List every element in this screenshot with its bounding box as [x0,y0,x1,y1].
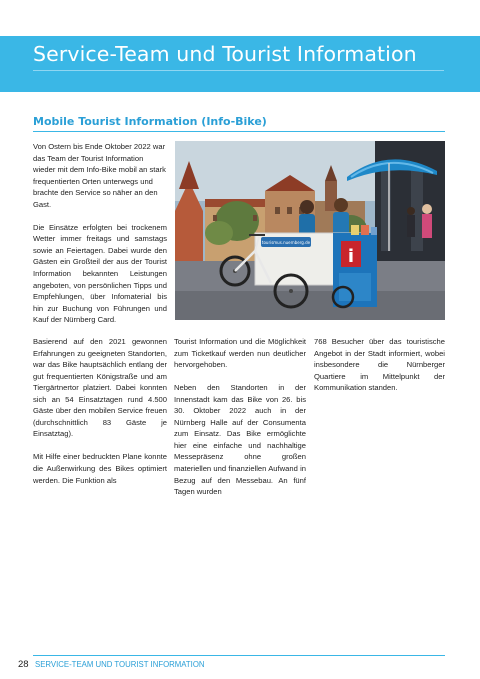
text-column-4 [314,336,445,405]
section-divider [33,131,445,132]
info-bike-photo [175,141,445,320]
footer-section-label: SERVICE-TEAM UND TOURIST INFORMATION [35,660,205,669]
paragraph: Basierend auf den 2021 gewonnen Erfahrungen zu geeigneten Standorten, war das Bike hauptsächlich entlang der gut frequentierten Königstraße und am Tiergärtnertor platziert. Dabei konnten sich an 54 Einsatztagen rund 4.500 Gäste über den mobilen Service freuen (durchschnittlich 83 Gäste je Einsatztag). [33,337,167,439]
paragraph: Tourist Information und die Möglichkeit zum Ticketkauf werden nun deutlicher hervorgehoben. [174,337,306,370]
photo-illustration [175,141,445,320]
paragraph: Von Ostern bis Ende Oktober 2022 war das Team der Tourist Information wieder mit dem Info-Bike mobil an stark frequentierten Orten unterwegs und brachte den Service so näher an den Gast. [33,142,166,209]
footer-divider [33,655,445,656]
page-title: Service-Team und Tourist Information [33,42,417,66]
title-banner [0,36,480,92]
paragraph: Die Einsätze erfolgten bei trockenem Wetter immer freitags und samstags sowie an Feiertagen. Dabei wurde den Gästen ein Großteil der aus der Tourist Information bekannten Leistungen angeboten, von persönlichen Tipps und Empfehlungen, über Infomaterial bis hin zur Buchung von Führungen und Kauf der Nürnberg Card. [33,222,167,325]
text-column-2 [33,336,167,498]
paragraph: Mit Hilfe einer bedruckten Plane konnte die Außenwirkung des Bikes optimiert werden. Die Funktion als [33,452,167,485]
text-column-1 [33,141,167,337]
text-column-3 [174,336,306,509]
paragraph: Neben den Standorten in der Innenstadt kam das Bike von 26. bis 30. Oktober 2022 auch in der Nürnberg Halle auf der Consumenta zum Einsatz. Das Bike ermöglichte hier eine einfache und nachhaltige Messepräsenz ohne großen materiellen und finanziellen Aufwand in Bezug auf den Messebau. An fünf Tagen wurden [174,383,306,497]
info-sign-text: i [347,246,355,267]
section-heading: Mobile Tourist Information (Info-Bike) [33,115,267,128]
paragraph: 768 Besucher über das touristische Angebot in der Stadt informiert, wobei insbesondere die Nürnberger Quartiere im Mittelpunkt der Kommunikation standen. [314,337,445,393]
page-number: 28 [18,659,29,670]
banner-divider [33,70,444,71]
bike-banner-text: tourismus.nuernberg.de [261,240,311,245]
